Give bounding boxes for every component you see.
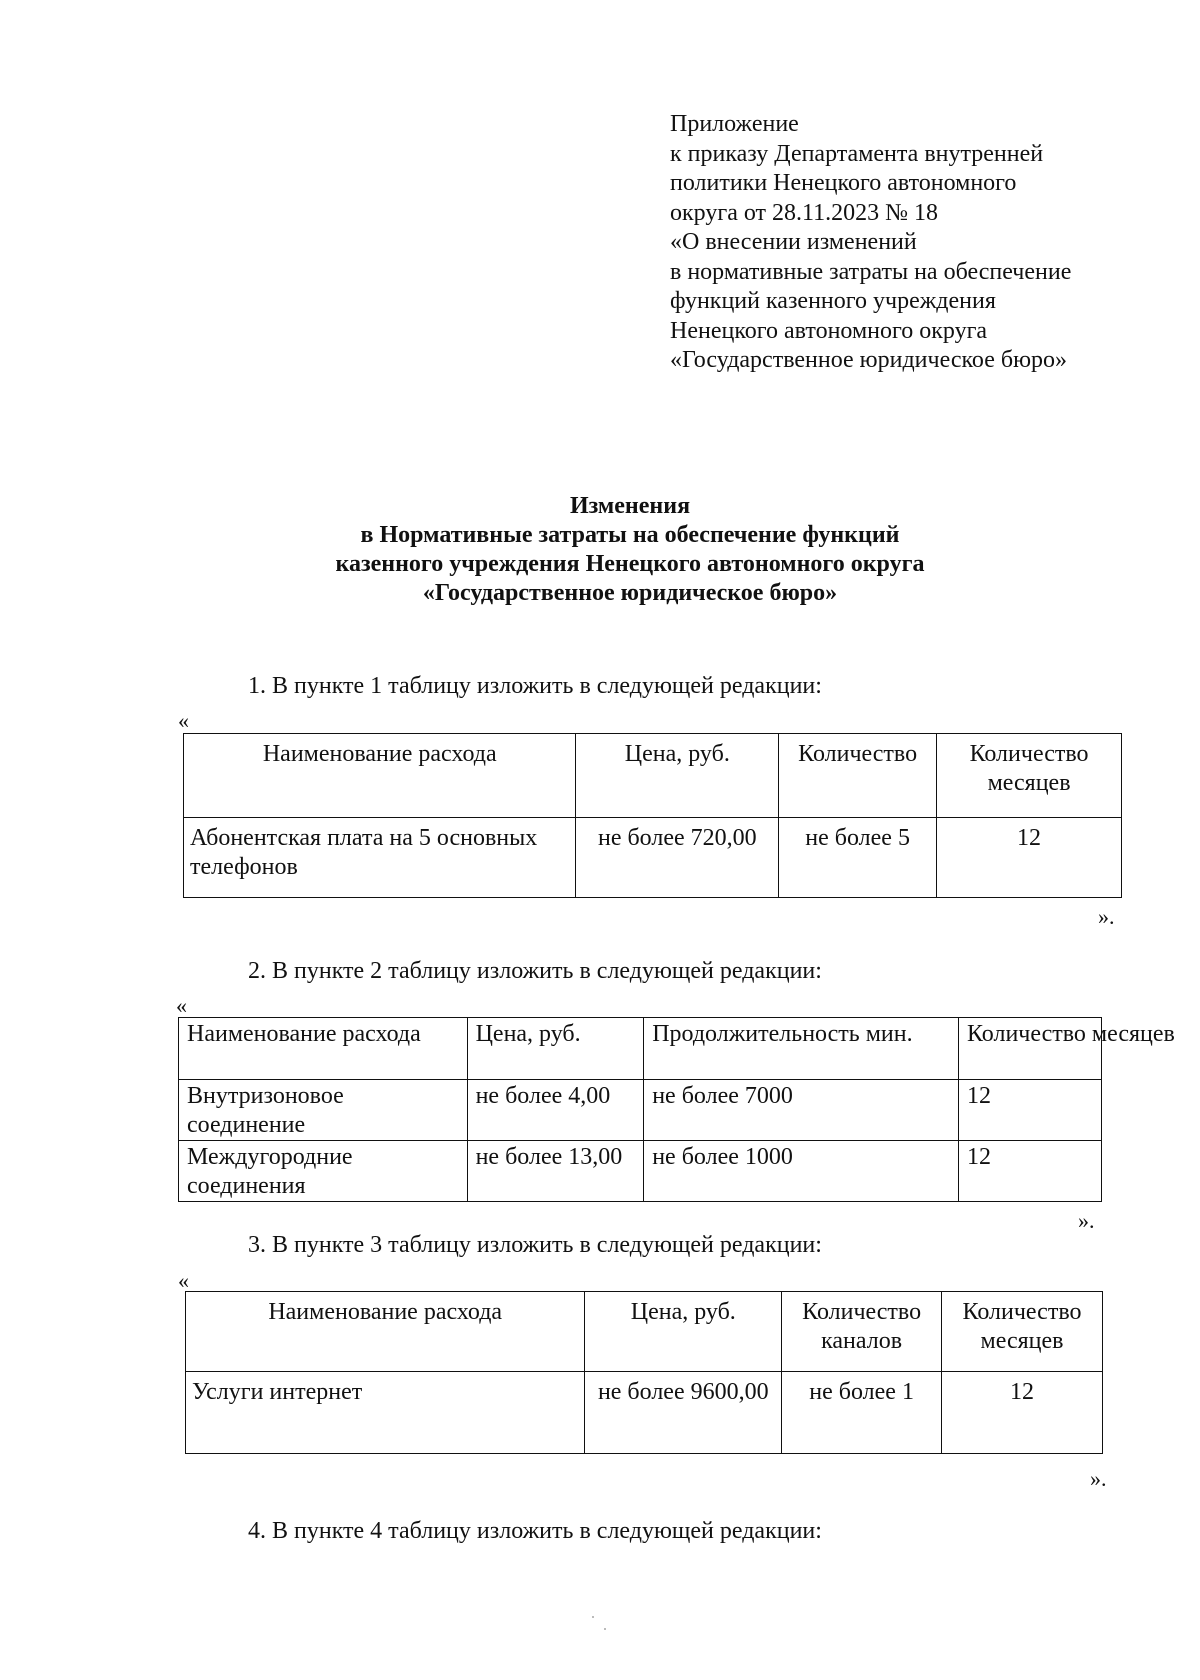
document-title [200,492,1060,608]
table-row [184,818,1122,898]
table-cell: 12 [958,1080,1101,1141]
table-cell: Услуги интернет [186,1372,585,1454]
table-row [179,1141,1102,1202]
title-line: казенного учреждения Ненецкого автономного округа [335,551,925,577]
header-cell: Цена, руб. [585,1292,782,1372]
table-row [186,1372,1103,1454]
section-2-heading: 2. В пункте 2 таблицу изложить в следующей редакции: [248,958,822,984]
table-cell: не более 4,00 [467,1080,644,1141]
title-line: в Нормативные затраты на обеспечение функций [360,522,900,548]
appendix-line: в нормативные затраты на обеспечение [670,258,1072,285]
table-cell: не более 5 [779,818,937,898]
scan-speck [604,1628,606,1630]
header-cell: Наименование расхода [186,1292,585,1372]
table-cell: 12 [958,1141,1101,1202]
appendix-line: «О внесении изменений [670,229,917,255]
table-header-row [184,734,1122,818]
appendix-line: Ненецкого автономного округа [670,317,988,344]
quote-open-1: « [178,708,189,733]
title-line: Изменения [569,493,691,519]
header-cell: Наименование расхода [184,734,576,818]
title-line: «Государственное юридическое бюро» [422,580,838,606]
appendix-line: округа от 28.11.2023 № 18 [670,199,939,226]
header-cell: Количество месяцев [942,1292,1103,1372]
table-cell: не более 9600,00 [585,1372,782,1454]
table-cell: Абонентская плата на 5 основных телефонов [184,818,576,898]
appendix-line: «Государственное юридическое бюро» [670,347,1067,373]
appendix-line: политики Ненецкого автономного [670,170,1017,196]
appendix-line: к приказу Департамента внутренней [670,140,1044,167]
table-section-2 [178,1017,1175,1202]
table-cell: не более 1000 [644,1141,959,1202]
header-cell: Количество каналов [782,1292,942,1372]
table-cell: 12 [942,1372,1103,1454]
section-4-heading: 4. В пункте 4 таблицу изложить в следующей редакции: [248,1518,822,1544]
quote-open-3: « [178,1268,189,1293]
header-cell: Цена, руб. [576,734,779,818]
header-cell [958,1018,1175,1080]
header-cell: Количество месяцев [937,734,1122,818]
header-cell: Наименование расхода [179,1018,468,1080]
appendix-line: функций казенного учреждения [670,288,996,314]
header-cell-text: Количество месяцев [966,1021,1175,1047]
section-3-heading: 3. В пункте 3 таблицу изложить в следующей редакции: [248,1232,822,1258]
table-cell: не более 1 [782,1372,942,1454]
quote-close-2: ». [1078,1208,1095,1233]
table-cell: Междугородние соединения [179,1141,468,1202]
table-row [179,1080,1102,1141]
quote-close-1: ». [1098,904,1115,929]
table-cell: Внутризоновое соединение [179,1080,468,1141]
scan-speck [592,1616,594,1618]
table-cell: 12 [937,818,1122,898]
table-cell: не более 720,00 [576,818,779,898]
table-section-3 [185,1291,1103,1454]
header-cell: Продолжительность мин. [644,1018,959,1080]
appendix-line: Приложение [670,111,799,137]
table-cell: не более 13,00 [467,1141,644,1202]
quote-close-3: ». [1090,1466,1107,1491]
appendix-block [670,110,1140,376]
quote-open-2: « [176,993,187,1018]
table-header-row [179,1018,1102,1080]
header-cell: Количество [779,734,937,818]
header-cell: Цена, руб. [467,1018,644,1080]
section-1-heading: 1. В пункте 1 таблицу изложить в следующей редакции: [248,673,822,699]
table-header-row [186,1292,1103,1372]
table-cell: не более 7000 [644,1080,959,1141]
table-section-1 [183,733,1122,898]
